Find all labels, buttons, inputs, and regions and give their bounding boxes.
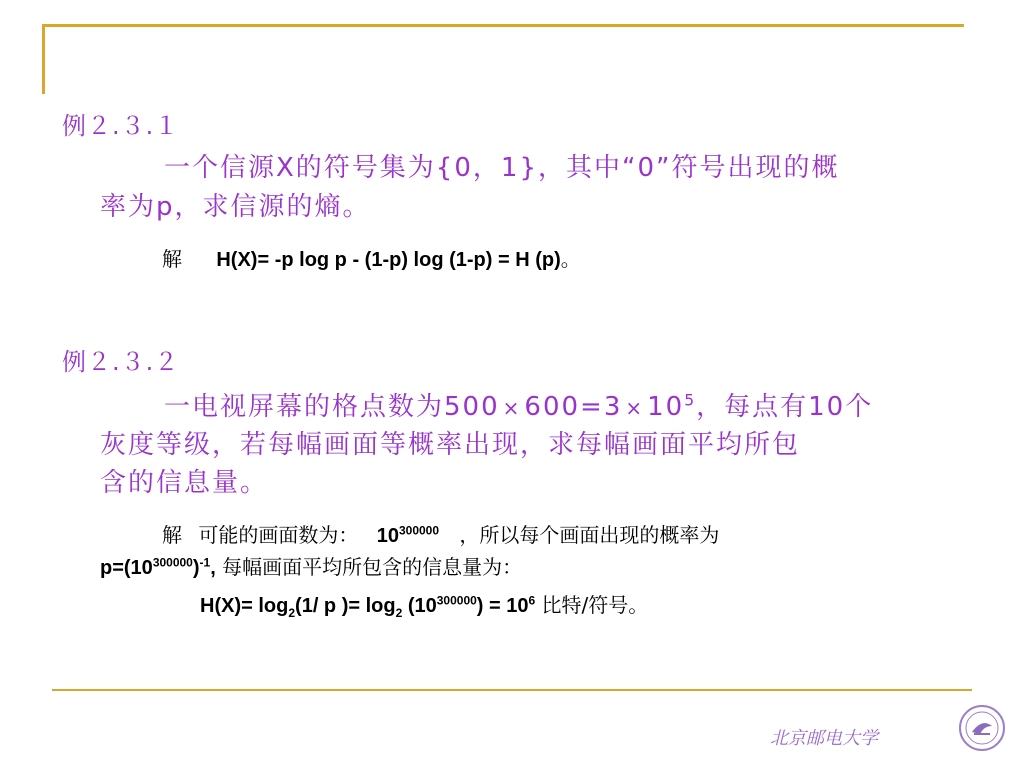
line1-part-c: 10 bbox=[647, 392, 685, 422]
example1-line2: 率为p，求信源的熵。 bbox=[100, 192, 371, 222]
possible-count: $10^{300000}$ bbox=[376, 523, 440, 547]
line1-part-d: ，每点有10个 bbox=[696, 392, 874, 422]
example2-line1 bbox=[164, 386, 873, 423]
example2-solution-line2 bbox=[100, 551, 522, 580]
formula-period: 。 bbox=[560, 247, 581, 271]
example2-line3: 含的信息量。 bbox=[100, 468, 269, 498]
solution-text-d: 每幅画面平均所包含的信息量为： bbox=[222, 555, 523, 579]
example2-solution-line1 bbox=[162, 519, 719, 548]
line1-part-a: 一电视屏幕的格点数为500 bbox=[164, 392, 500, 422]
example2-line2: 灰度等级，若每幅画面等概率出现，求每幅画面平均所包 bbox=[100, 430, 801, 460]
institution-name: 北京邮电大学 bbox=[770, 728, 878, 749]
example1-title: 例２.３.１ bbox=[62, 112, 180, 140]
exponent: 5 bbox=[684, 391, 697, 410]
solution-label: 解 bbox=[162, 247, 182, 271]
unit-text: 比特/符号。 bbox=[535, 593, 649, 617]
solution-text-a: 可能的画面数为： bbox=[198, 523, 359, 547]
example1-solution bbox=[162, 243, 581, 272]
times-symbol: × bbox=[625, 396, 645, 420]
bottom-rule bbox=[52, 689, 972, 691]
line1-part-b: 600=3 bbox=[524, 392, 623, 422]
left-accent-bar bbox=[42, 24, 45, 94]
solution-text-c: ，所以每个画面出现的概率为 bbox=[459, 523, 720, 547]
probability-formula: $p=(10^{300000})^{-1}$, bbox=[100, 555, 216, 579]
entropy-formula: H(X)= -p log p - (1-p) log (1-p) = H (p) bbox=[216, 249, 561, 271]
solution-label: 解 bbox=[162, 523, 182, 547]
info-formula: $H(X)= \log_2(1/$ p )= $\log_2 (10^{300000}) = 10^6$ bbox=[200, 593, 536, 620]
top-rule bbox=[42, 24, 964, 27]
example2-formula-line bbox=[200, 589, 648, 618]
example2-title: 例２.３.２ bbox=[62, 348, 180, 376]
times-symbol: × bbox=[502, 396, 522, 420]
university-seal-logo bbox=[958, 704, 1006, 752]
example1-line1: 一个信源X的符号集为{0，1}，其中“0”符号出现的概 bbox=[164, 153, 840, 183]
